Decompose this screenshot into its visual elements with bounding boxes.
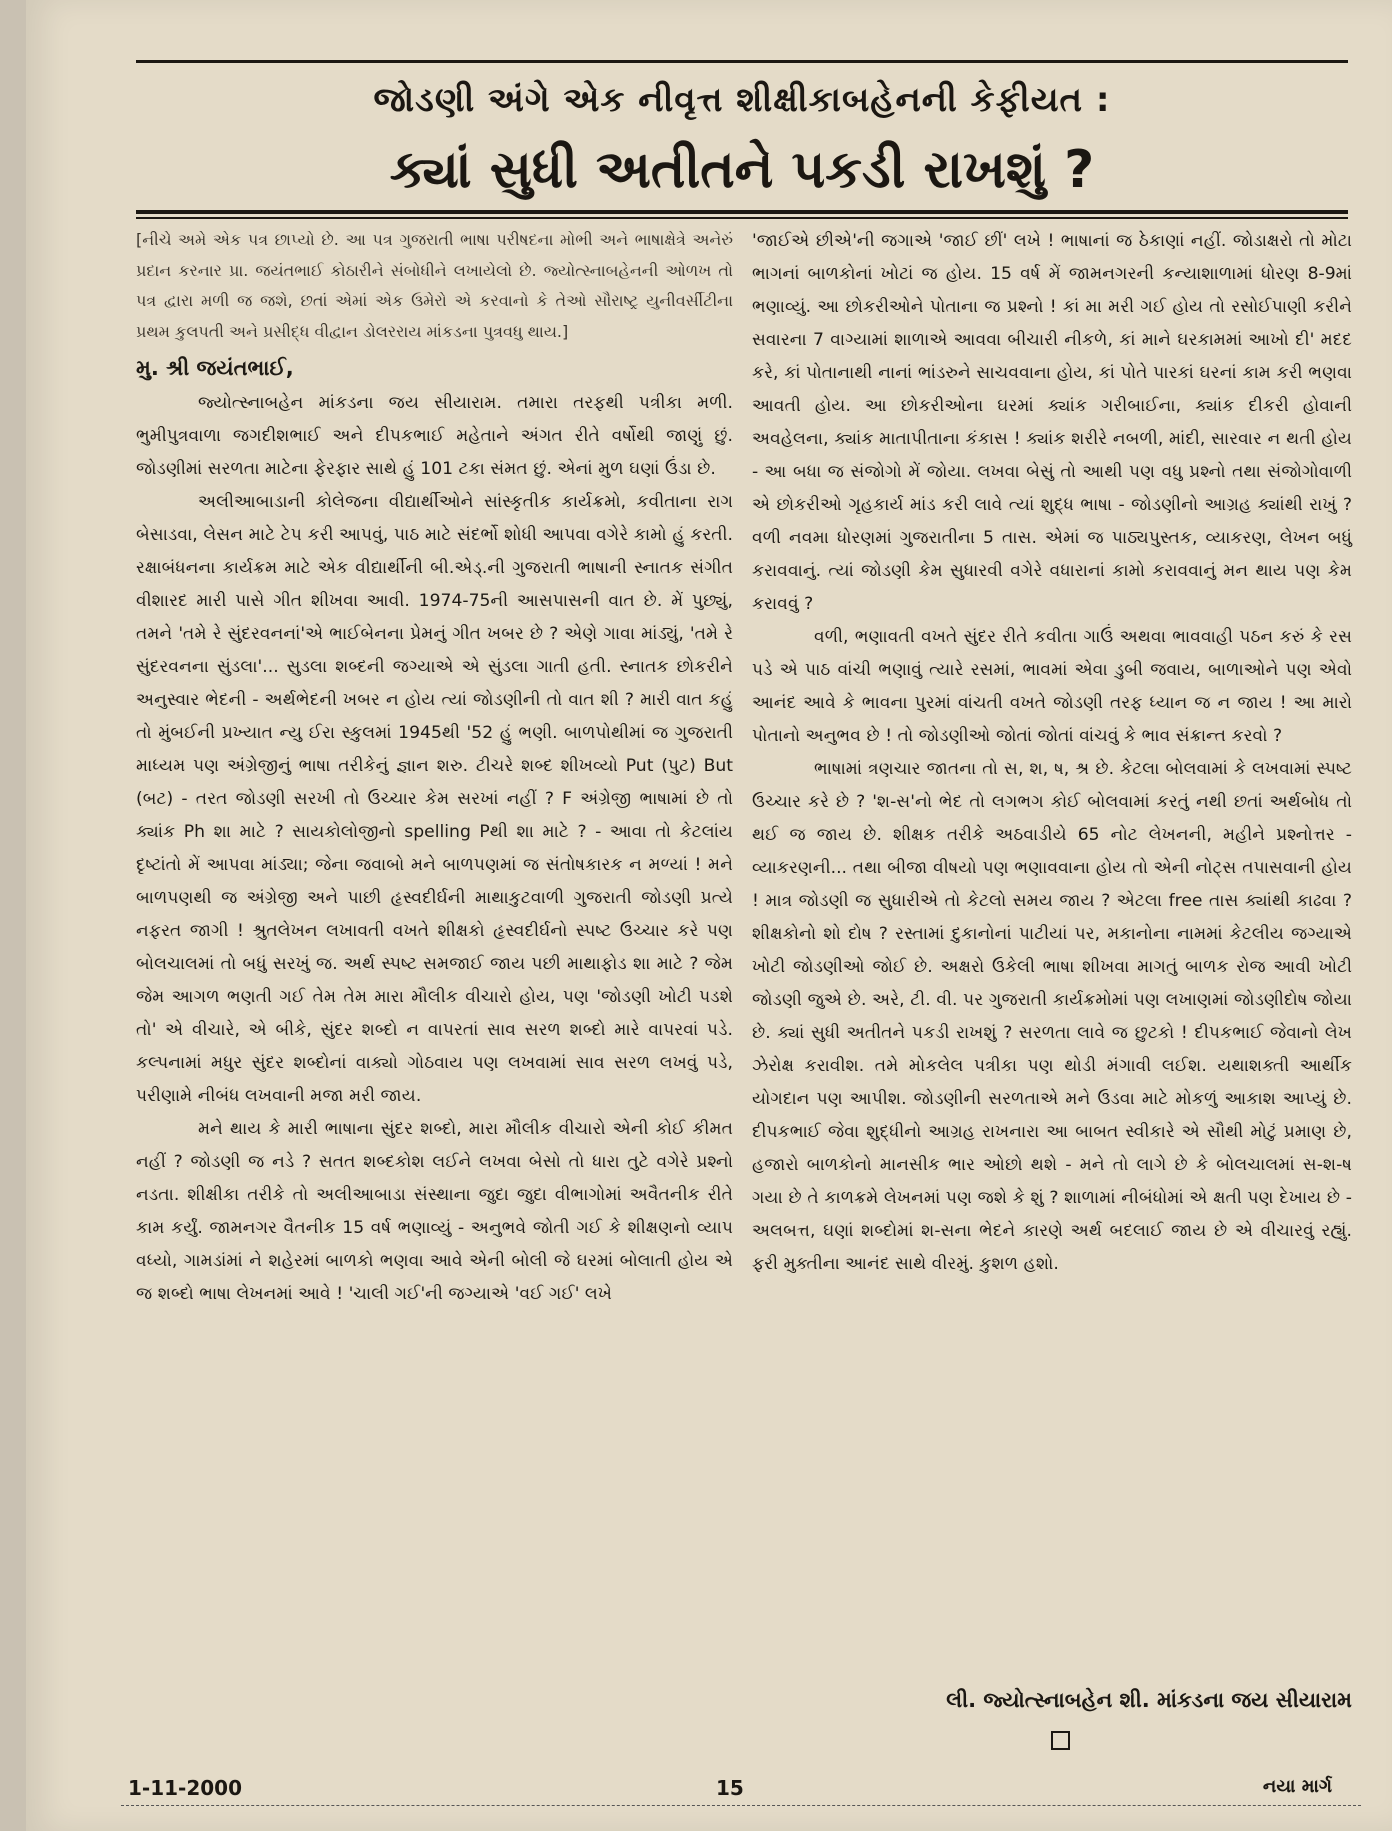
top-rule [136,60,1348,63]
publication-name: નયા માર્ગ [1262,1776,1332,1797]
right-column [752,225,1352,1281]
letter-paragraph: મને થાય કે મારી ભાષાના સુંદર શબ્દો, મારા મૌલીક વીચારો એની કોઈ કીમત નહીં ? જોડણી જ નડે ? સતત શબ્દકોશ લઈને લખવા બેસો તો ધારા તુટે વગેરે પ્રશ્નો નડતા. શીક્ષીકા તરીકે તો અલીઆબાડા સંસ્થાના જુદા જુદા વીભાગોમાં અવૈતનીક રીતે કામ કર્યું. જામનગર વૈતનીક 15 વર્ષ ભણાવ્યું - અનુભવે જોતી ગઈ કે શીક્ષણનો વ્યાપ વધ્યો, ગામડાંમાં ને શહેરમાં બાળકો ભણવા આવે એની બોલી જે ઘરમાં બોલાતી હોય એ જ શબ્દો ભાષા લેખનમાં આવે ! 'ચાલી ગઈ'ની જગ્યાએ 'વઈ ગઈ' લખે [136,1119,733,1304]
footer-rule [121,1805,1361,1806]
letter-paragraph: વળી, ભણાવતી વખતે સુંદર રીતે કવીતા ગાઉં અથવા ભાવવાહી પઠન કરું કે રસ પડે એ પાઠ વાંચી ભણાવું ત્યારે રસમાં, ભાવમાં એવા ડુબી જવાય, બાળાઓને પણ એવો આનંદ આવે કે ભાવના પુરમાં વાંચતી વખતે જોડણી તરફ ધ્યાન જ ન જાય ! આ મારો પોતાનો અનુભવ છે ! તો જોડણીઓ જોતાં જોતાં વાંચવું કે ભાવ સંક્રાન્ત કરવો ? [752,627,1352,746]
letter-salutation: મુ. શ્રી જયંતભાઈ, [136,356,294,380]
magazine-page [26,0,1392,1831]
left-column [136,225,733,1311]
letter-paragraph: ભાષામાં ત્રણચાર જાતના તો સ, શ, ષ, શ્ર છે. કેટલા બોલવામાં કે લખવામાં સ્પષ્ટ ઉચ્ચાર કરે છે ? 'શ-સ'નો ભેદ તો લગભગ કોઈ બોલવામાં કરતું નથી છતાં અર્થબોધ તો થઈ જ જાય છે. શીક્ષક તરીકે અઠવાડીયે 65 નોટ લેખનની, મહીને પ્રશ્નોત્તર - વ્યાકરણની... તથા બીજા વીષયો પણ ભણાવવાના હોય તો એની નોટ્સ તપાસવાની હોય ! માત્ર જોડણી જ સુધારીએ તો કેટલો સમય જાય ? એટલા free તાસ ક્યાંથી કાઢવા ? શીક્ષકોનો શો દોષ ? રસ્તામાં દુકાનોનાં પાટીયાં પર, મકાનોના નામમાં કેટલીય જગ્યાએ ખોટી જોડણીઓ જોઈ છે. અક્ષરો ઉકેલી ભાષા શીખવા માગતું બાળક રોજ આવી ખોટી જોડણી જુએ છે. અરે, ટી. વી. પર ગુજરાતી કાર્યક્રમોમાં પણ લખાણમાં જોડણીદોષ જોયા છે. ક્યાં સુધી અતીતને પકડી રાખશું ? સરળતા લાવે જ છુટકો ! દીપકભાઈ જેવાનો લેખ ઝેરોક્ષ કરાવીશ. તમે મોકલેલ પત્રીકા પણ થોડી મંગાવી લઈશ. યથાશક્તી આર્થીક યોગદાન પણ આપીશ. જોડણીની સરળતાએ મને ઉડવા માટે મોકળું આકાશ આપ્યું છે. દીપકભાઈ જેવા શુદ્ધીનો આગ્રહ રાખનારા આ બાબત સ્વીકારે એ સૌથી મોટું પ્રમાણ છે, હજારો બાળકોનો માનસીક ભાર ઓછો થશે - મને તો લાગે છે કે બોલચાલમાં સ-શ-ષ ગયા છે તે કાળક્રમે લેખનમાં પણ જશે કે શું ? શાળામાં નીબંધોમાં એ ક્ષતી પણ દેખાય છે - અલબત્ત, ઘણાં શબ્દોમાં શ-સના ભેદને કારણે અર્થ બદલાઈ જાય છે એ વીચારવું રહ્યું. ફરી મુક્તીના આનંદ સાથે વીરમું. કુશળ હશો. [752,759,1352,1274]
editor-intro: [નીચે અમે એક પત્ર છાપ્યો છે. આ પત્ર ગુજરાતી ભાષા પરીષદના મોભી અને ભાષાક્ષેત્રે અનેરું પ્રદાન કરનાર પ્રા. જયંતભાઈ કોઠારીને સંબોધીને લખાયેલો છે. જ્યોત્સ્નાબહેનની ઓળખ તો પત્ર દ્વારા મળી જ જશે, છતાં એમાં એક ઉમેરો એ કરવાનો કે તેઓ સૌરાષ્ટ્ર યુનીવર્સીટીના પ્રથમ કુલપતી અને પ્રસીદ્ધ વીદ્વાન ડોલરરાય માંકડના પુત્રવધુ થાય.] [136,230,733,341]
article-headline: ક્યાં સુધી અતીતને પકડી રાખશું ? [389,140,1095,200]
title-rule [136,210,1348,214]
letter-signature: લી. જ્યોત્સ્નાબહેન શી. માંકડના જય સીયારામ [946,1688,1352,1712]
issue-date: 1-11-2000 [128,1776,243,1800]
letter-paragraph: 'જાઈએ છીએ'ની જગાએ 'જાઈ છીં' લખે ! ભાષાનાં જ ઠેકાણાં નહીં. જોડાક્ષરો તો મોટા ભાગનાં બાળકોનાં ખોટાં જ હોય. 15 વર્ષ મેં જામનગરની કન્યાશાળામાં ધોરણ 8-9માં ભણાવ્યું. આ છોકરીઓને પોતાના જ પ્રશ્નો ! કાં મા મરી ગઈ હોય તો રસોઈપાણી કરીને સવારના 7 વાગ્યામાં શાળાએ આવવા બીચારી નીકળે, કાં માને ઘરકામમાં આખો દી' મદદ કરે, કાં પોતાનાથી નાનાં ભાંડરુને સાચવવાના હોય, કાં પોતે પારકાં ઘરનાં કામ કરી ભણવા આવતી હોય. આ છોકરીઓના ઘરમાં ક્યાંક ગરીબાઈના, ક્યાંક દીકરી હોવાની અવહેલના, ક્યાંક માતાપીતાના કંકાસ ! ક્યાંક શરીરે નબળી, માંદી, સારવાર ન થતી હોય - આ બધા જ સંજોગો મેં જોયા. લખવા બેસું તો આથી પણ વધુ પ્રશ્નો તથા સંજોગોવાળી એ છોકરીઓ ગૃહકાર્ય માંડ કરી લાવે ત્યાં શુદ્ધ ભાષા - જોડણીનો આગ્રહ ક્યાંથી રાખું ? વળી નવમા ધોરણમાં ગુજરાતીના 5 તાસ. એમાં જ પાઠ્યપુસ્તક, વ્યાકરણ, લેખન બધું કરાવવાનું. ત્યાં જોડણી કેમ સુધારવી વગેરે વધારાનાં કામો કરાવવાનું મન થાય પણ કેમ કરાવવું ? [752,231,1352,614]
page-number: 15 [716,1776,744,1800]
title-rule-thin [136,217,1348,219]
article-kicker: જોડણી અંગે એક નીવૃત્ત શીક્ષીકાબહેનની કેફીયત : [373,80,1111,120]
letter-paragraph: જ્યોત્સ્નાબહેન માંકડના જય સીયારામ. તમારા તરફથી પત્રીકા મળી. ભુમીપુત્રવાળા જગદીશભાઈ અને દીપકભાઈ મહેતાને અંગત રીતે વર્ષોથી જાણું છું. જોડણીમાં સરળતા માટેના ફેરફાર સાથે હું 101 ટકા સંમત છું. એનાં મુળ ઘણાં ઉંડા છે. [136,393,733,479]
letter-paragraph: અલીઆબાડાની કોલેજના વીદ્યાર્થીઓને સાંસ્કૃતીક કાર્યક્રમો, કવીતાના રાગ બેસાડવા, લેસન માટે ટેપ કરી આપવું, પાઠ માટે સંદર્ભો શોધી આપવા વગેરે કામો હું કરતી. રક્ષાબંધનના કાર્યક્રમ માટે એક વીદ્યાર્થીની બી.એડ્.ની ગુજરાતી ભાષાની સ્નાતક સંગીત વીશારદ મારી પાસે ગીત શીખવા આવી. 1974-75ની આસપાસની વાત છે. મેં પુછ્યું, તમને 'તમે રે સુંદરવનનાં'એ ભાઈબેનના પ્રેમનું ગીત ખબર છે ? એણે ગાવા માંડ્યું, 'તમે રે સુંદરવનના સુંડલા'... સુડલા શબ્દની જગ્યાએ એ સુંડલા ગાતી હતી. સ્નાતક છોકરીને અનુસ્વાર ભેદની - અર્થભેદની ખબર ન હોય ત્યાં જોડણીની તો વાત શી ? મારી વાત કહું તો મુંબઈની પ્રખ્યાત ન્યુ ઈરા સ્કુલમાં 1945થી '52 હું ભણી. બાળપોથીમાં જ ગુજરાતી માધ્યમ પણ અંગ્રેજીનું ભાષા તરીકેનું જ્ઞાન શરુ. ટીચરે શબ્દ શીખવ્યો Put (પુટ) But (બટ) - તરત જોડણી સરખી તો ઉચ્ચાર કેમ સરખાં નહીં ? F અંગ્રેજી ભાષામાં છે તો ક્યાંક Ph શા માટે ? સાયકોલોજીનો spelling Pથી શા માટે ? - આવા તો કેટલાંય દૃષ્ટાંતો મેં આપવા માંડ્યા; જેના જવાબો મને બાળપણમાં જ સંતોષકારક ન મળ્યાં ! મને બાળપણથી જ અંગ્રેજી અને પાછી હૃસ્વદીર્ઘની માથાકુટવાળી ગુજરાતી જોડણી પ્રત્યે નફરત જાગી ! શ્રુતલેખન લખાવતી વખતે શીક્ષકો હૃસ્વદીર્ઘનો સ્પષ્ટ ઉચ્ચાર કરે પણ બોલચાલમાં તો બધું સરખું જ. અર્થ સ્પષ્ટ સમજાઈ જાય પછી માથાફોડ શા માટે ? જેમ જેમ આગળ ભણતી ગઈ તેમ તેમ મારા મૌલીક વીચારો હોય, પણ 'જોડણી ખોટી પડશે તો' એ વીચારે, એ બીકે, સુંદર શબ્દો ન વાપરતાં સાવ સરળ શબ્દો મારે વાપરવાં પડે. કલ્પનામાં મધુર સુંદર શબ્દોનાં વાક્યો ગોઠવાય પણ લખવામાં સાવ સરળ લખવું પડે, પરીણામે નીબંધ લખવાની મજા મરી જાય. [136,492,733,1106]
end-of-article-mark [1051,1731,1070,1750]
